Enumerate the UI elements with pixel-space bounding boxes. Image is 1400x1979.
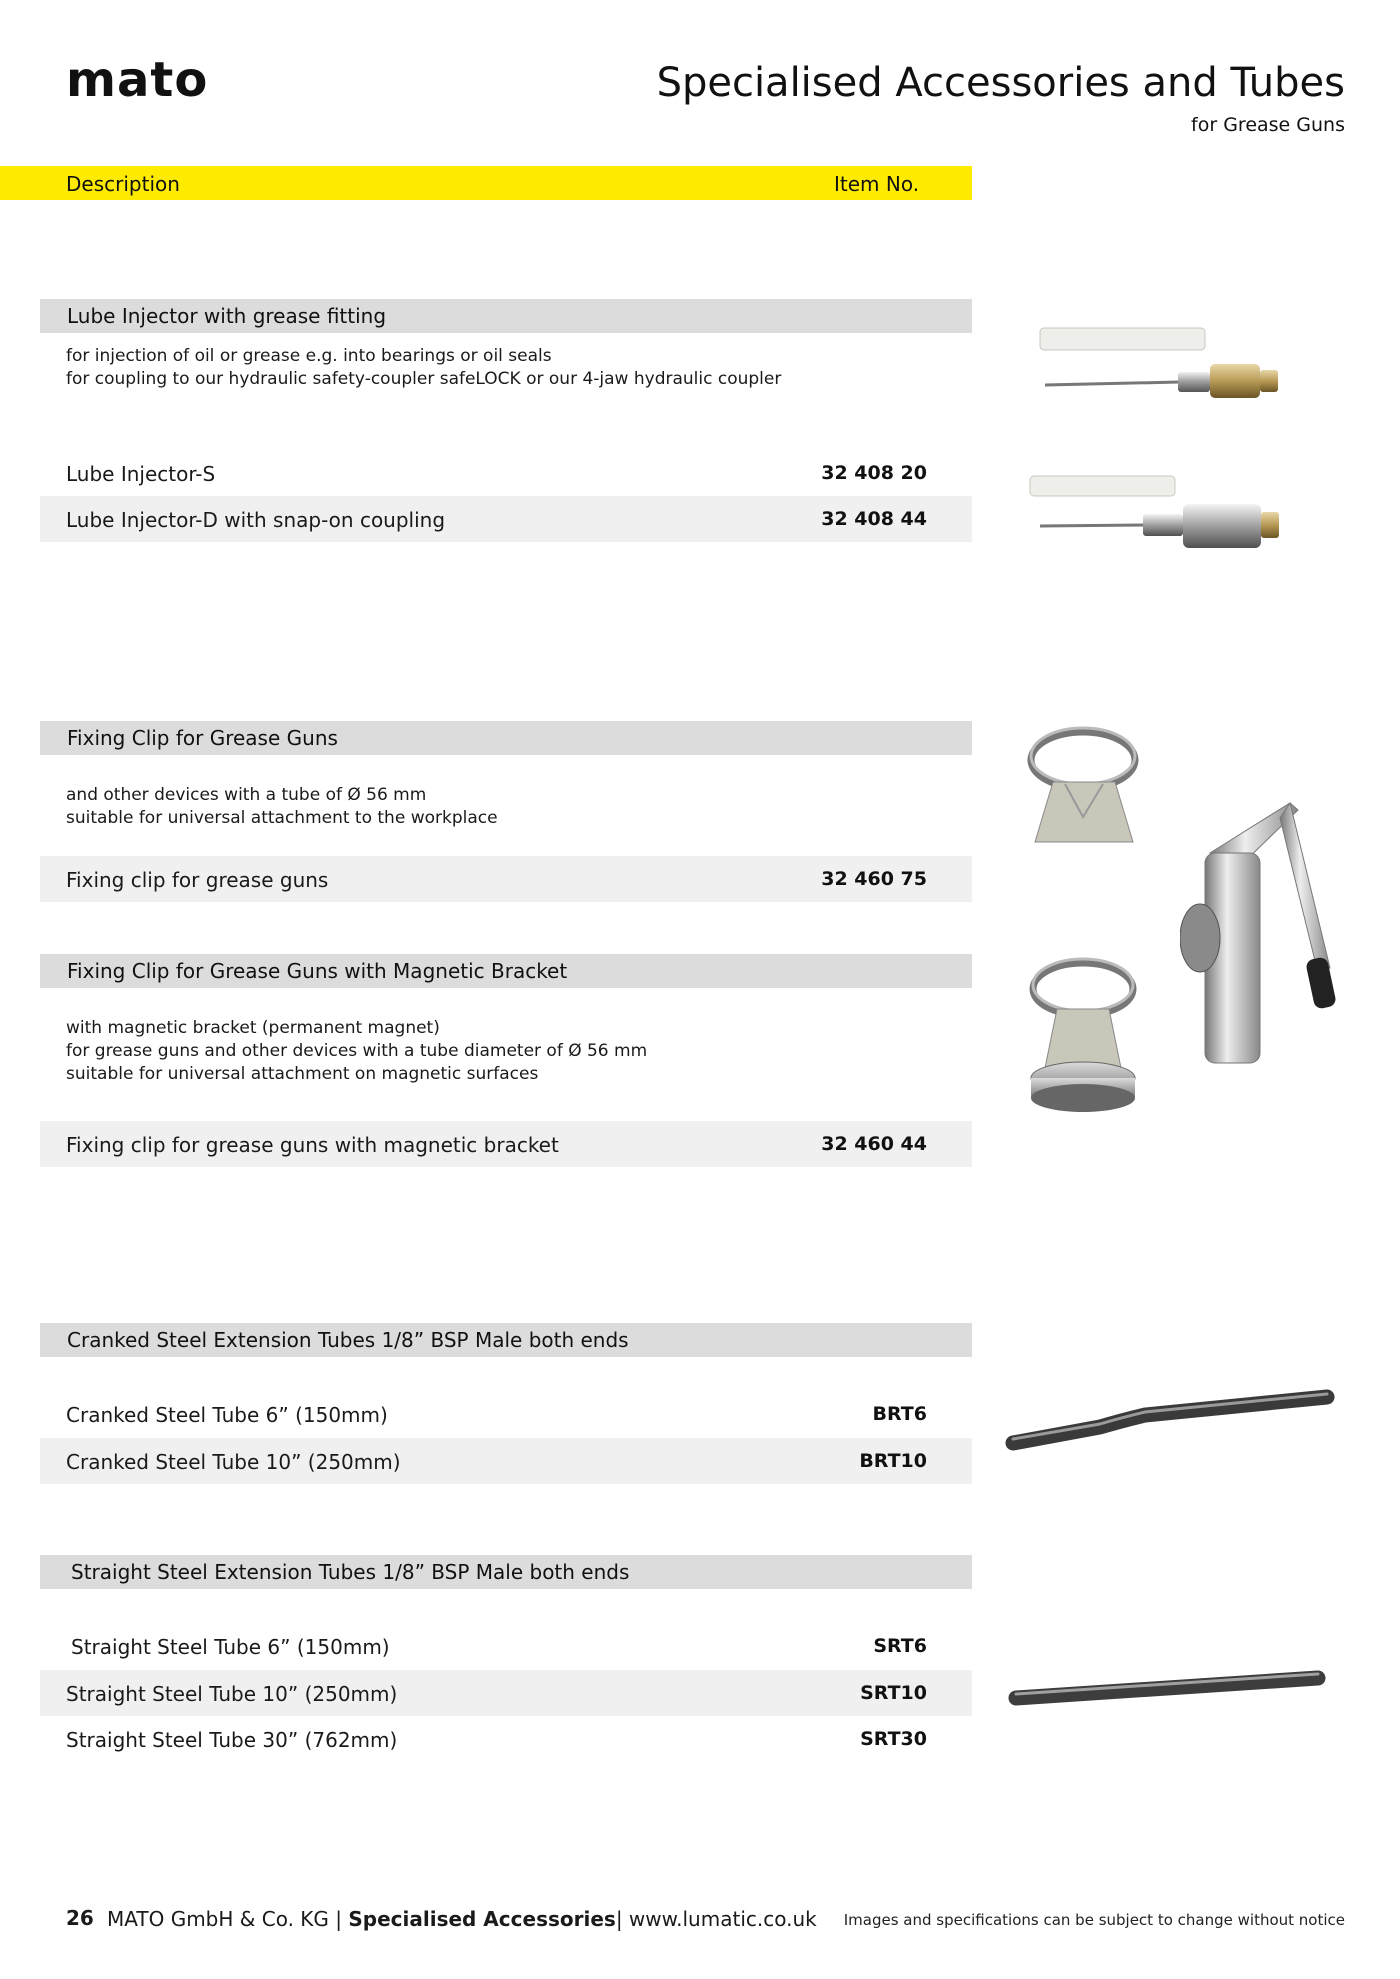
section-title: Fixing Clip for Grease Guns (67, 726, 338, 750)
footer-disclaimer: Images and specifications can be subject to change without notice (843, 1911, 1345, 1929)
table-row (40, 1121, 972, 1167)
section-title: Lube Injector with grease fitting (67, 304, 387, 328)
row-label: Cranked Steel Tube 6” (150mm) (66, 1403, 388, 1427)
footer-website: | www.lumatic.co.uk (615, 1907, 817, 1931)
table-row (40, 1716, 972, 1762)
row-label: Fixing clip for grease guns (66, 868, 329, 892)
table-row (40, 1623, 972, 1669)
table-row (40, 496, 972, 542)
magnetic-fixing-clip-photo (1015, 953, 1150, 1118)
row-label: Lube Injector-S (66, 462, 216, 486)
footer-section-name: Specialised Accessories (348, 1907, 616, 1931)
row-item-number: SRT10 (860, 1682, 927, 1704)
description-line: and other devices with a tube of Ø 56 mm (66, 785, 427, 805)
section-header-lube-injector (40, 299, 972, 333)
page-subtitle: for Grease Guns (1191, 114, 1345, 136)
brand-logo: mato (66, 52, 209, 108)
cranked-tube-photo (1005, 1385, 1335, 1460)
table-row (40, 1438, 972, 1484)
row-item-number: 32 408 20 (821, 462, 927, 484)
table-header-bar (0, 166, 972, 200)
row-label: Cranked Steel Tube 10” (250mm) (66, 1450, 401, 1474)
row-label: Straight Steel Tube 6” (150mm) (71, 1635, 390, 1659)
section-header-straight-tubes (40, 1555, 972, 1589)
row-label: Straight Steel Tube 30” (762mm) (66, 1728, 398, 1752)
section-title: Fixing Clip for Grease Guns with Magnetic Bracket (67, 959, 568, 983)
description-column-header: Description (66, 172, 180, 196)
section-header-cranked-tubes (40, 1323, 972, 1357)
lube-injector-s-photo (1030, 320, 1290, 410)
table-row (40, 1670, 972, 1716)
grease-gun-photo (1180, 798, 1340, 1073)
row-item-number: SRT6 (873, 1635, 927, 1657)
section-description (66, 784, 498, 830)
section-header-fixing-clip (40, 721, 972, 755)
fixing-clip-photo (1015, 722, 1150, 857)
table-row (40, 1391, 972, 1437)
section-title: Straight Steel Extension Tubes 1/8” BSP Male both ends (71, 1560, 630, 1584)
page-title: Specialised Accessories and Tubes (656, 60, 1345, 106)
page-number: 26 (66, 1906, 94, 1930)
row-label: Fixing clip for grease guns with magnetic bracket (66, 1133, 559, 1157)
straight-tube-photo (1008, 1660, 1328, 1710)
table-row (40, 450, 972, 496)
row-item-number: BRT6 (872, 1403, 927, 1425)
row-item-number: 32 460 44 (821, 1133, 927, 1155)
row-item-number: 32 408 44 (821, 508, 927, 530)
section-title: Cranked Steel Extension Tubes 1/8” BSP Male both ends (67, 1328, 629, 1352)
row-item-number: 32 460 75 (821, 868, 927, 890)
description-line: with magnetic bracket (permanent magnet) (66, 1018, 440, 1038)
description-line: for coupling to our hydraulic safety-coupler safeLOCK or our 4-jaw hydraulic coupler (66, 369, 782, 389)
section-description (66, 1017, 647, 1086)
row-item-number: BRT10 (859, 1450, 927, 1472)
company-name: MATO GmbH & Co. KG | (107, 1907, 349, 1931)
description-line: for grease guns and other devices with a tube diameter of Ø 56 mm (66, 1041, 648, 1061)
row-label: Lube Injector-D with snap-on coupling (66, 508, 446, 532)
item-number-column-header: Item No. (834, 172, 920, 196)
row-label: Straight Steel Tube 10” (250mm) (66, 1682, 398, 1706)
section-header-magnetic-clip (40, 954, 972, 988)
description-line: suitable for universal attachment on magnetic surfaces (66, 1064, 539, 1084)
footer-company (107, 1907, 817, 1931)
description-line: suitable for universal attachment to the workplace (66, 808, 498, 828)
section-description (66, 345, 781, 391)
table-row (40, 856, 972, 902)
description-line: for injection of oil or grease e.g. into bearings or oil seals (66, 346, 552, 366)
lube-injector-d-photo (1025, 468, 1305, 558)
row-item-number: SRT30 (860, 1728, 927, 1750)
